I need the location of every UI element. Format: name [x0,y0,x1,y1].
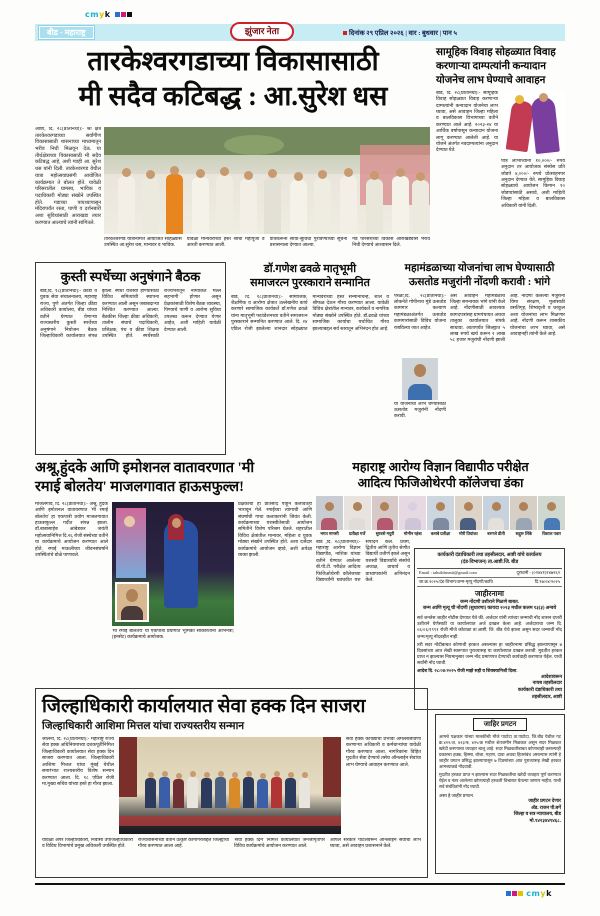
ramai-article [35,459,312,684]
kusti-body: बीड,दि. १८(प्रतिनिधी):- क्रीडा व युवक सेवा संचालनालय, महाराष्ट्र राज्य, पुणे अंतर्गत जिल्हा क्रीडा अधिकारी कार्यालय, बीड यांच्या वतीने घेण्यात येणाऱ्या राज्यस्तरीय कुस्ती स्पर्धेच्या अनुषंगाने नियोजन बैठक जिल्हाधिकारी कार्यालयात संपन्न झाली. स्पर्धा यशस्वी होण्यासाठी विविध समित्यांची स्थापना करण्यात आली असून जबाबदाऱ्या निश्चित करण्यात आल्या. बैठकीस जिल्हा क्रीडा अधिकारी, तालीम संघाचे पदाधिकारी, प्रशिक्षक, पंच व क्रीडा शिक्षक उपस्थित होते. स्पर्धेसाठी राज्यभरातून नामांकित मल्ल सहभागी होणार असून प्रेक्षकांसाठी विशेष बैठक व्यवस्था, पिण्याचे पाणी व आरोग्य सुविधा उपलब्ध करून देण्यात येणार आहेत, अशी माहिती यावेळी देण्यात आली. [40,289,221,339]
tree-backdrop [224,135,284,155]
kusti-headline: कुस्ती स्पर्धेच्या अनुषंगाने बैठक [60,269,201,284]
ganesh-article [231,262,389,455]
jahirnama-act-line: जन्म आणि मृत्यू ची नोंदणी (सुधारणा) कायदा २०२३ मधील कलम १३(३) अन्वये [422,606,557,612]
students-names-row: भगत मानसी प्रतीक्षा गर्जे सुरवसे मयुरी मोमीन रहंबा कसबे प्रतीक्षा मोरी प्रियांका बरगजे प्रीती सद्गुरू लिंके विशाल पवार [320,530,562,536]
banner-face [124,516,135,527]
ramai-body-right: प्रेक्षकांचा हा प्रतिसाद पाहून कलावंतही भारावून गेले. रमाईंच्या त्यागाची आणि संघर्षाची गाथा कलाकारांनी जिवंत केली. कार्यक्रमाच्या यशस्वीतेसाठी आयोजन समितीने विशेष परिश्रम घेतले. शहरातील विविध क्षेत्रांतील मान्यवर, महिला व युवक मोठ्या संख्येने उपस्थित होते. अशा दर्जेदार कार्यक्रमांचे आयोजन व्हावे, अशी अपेक्षा व्यक्त झाली. [238,501,312,559]
mahamandal-body-rest: असे आवाहन महामंडळाचे जिल्हा समन्वयक भांगे यांनी केले आहे. नोंदणीसाठी आवश्यक कागदपत्रांसह ग्रामपंचायत अथवा तालुका कार्यालयात संपर्क साधावा. आतापर्यंत जिल्ह्यात ५ लाख रुपये खर्च करून २ लाख ५८ हजार मजुरांची नोंदणी झाली आहे. नोंदणी केलेल्या मजुरांना विमा संरक्षण, मुलांसाठी वसतिगृह, शिष्यवृत्ती व घरकुल अशा योजनांचा लाभ मिळणार आहे. नोंदणी करून शासकीय योजनांचा लाभ घ्यावा, असे आवाहनही त्यांनी केले आहे. [450,293,565,344]
wedding-article [436,46,565,239]
lead-body: आष्टी, दि. २८(प्रतिनिधी):- श्री क्षेत्र तारकेश्वरगडाच्या सर्वांगीण विकासासाठी शासनाच्या माध्यमातून भरीव निधी मिळवून देऊ. या तीर्थक्षेत्राच्या विकासासाठी मी सदैव कटिबद्ध आहे, अशी ग्वाही आ. सुरेश धस यांनी दिली. तारकेश्वरगड येथील यात्रा महोत्सवाप्रसंगी आयोजित कार्यक्रमात ते बोलत होते. यावेळी परिसरातील ग्रामस्थ, भाविक व पदाधिकारी मोठ्या संख्येने उपस्थित होते. गडाच्या पायथ्यापासून मंदिरापर्यंत रस्ता, पाणी व दर्शनबारी अशा सुविधांसाठी आराखडा तयार करण्यात आल्याचे त्यांनी सांगितले. [35,127,101,226]
collector-subhead: जिल्हाधिकारी आशिमा मित्तल यांचा राज्यस्तरीय सन्मान [42,721,245,732]
notice-office-line1: कार्यकारी दंडाधिकारी तथा तहसीलदार, आष्टी यांचे कार्यालय [437,553,542,558]
cmyk-press-mark-bottom: cmyk [505,889,552,898]
color-square-icon [127,12,132,17]
ramai-photo [112,502,234,626]
mahamandal-body-a: परळी,दि. २८(प्रतिनिधी):- लोकनेते गोपीनाथ मुंडे ऊसतोड कामगार कल्याण महामंडळाअंतर्गत ऊसतोड कामगारांसाठी विविध योजना राबविल्या जात आहेत. [394,293,446,331]
student-photo [427,496,454,530]
chair-row [119,816,341,826]
student-photo [344,496,371,530]
lead-caption-row [104,237,430,260]
aditya-body: बीड ,दि. २८(प्रतिनिधी):- महाराष्ट्र आरोग्य विज्ञान विद्यापीठ, नाशिक यांच्या वतीने घेण्यात आलेल्या बी.पी.टी. परीक्षेत आदित्य फिजिओथेरपी कॉलेजच्या विद्यार्थ्यांनी घवघवीत यश संपादन केले. प्रथम, द्वितीय आणि तृतीय श्रेणीत विद्यार्थी उत्तीर्ण झाले असून यशस्वी विद्यार्थ्यांचे संस्थेचे अध्यक्ष, प्राचार्य व प्राध्यापकांनी अभिनंदन केले. [316,539,410,584]
caption-col: यावेळी मान्यवरांच्या हस्ते श्रींची महापूजा व आरती करण्यात आली. [186,237,265,249]
red-square-icon [343,31,347,35]
lead-headline: तारकेश्वरगडाच्या विकासासाठी मी सदैव कटिबद्ध : आ.सुरेश धस [78,46,388,111]
caption-col: यात्रेकरूंना सोयी-सुविधा पुरविण्याच्या सूचना प्रशासनाला देण्यात आल्या. [269,237,348,249]
collector-body-left: जालना, दि. २८(प्रतिनिधी):- महाराष्ट्र राज्य सेवा हक्क अधिनियमाच्या दशकपूर्तीनिमित्त जिल्हाधिकारी कार्यालयात सेवा हक्क दिन साजरा करण्यात आला. जिल्हाधिकारी आशिमा मित्तल यांचा मुंबई येथील समारंभात राज्यस्तरीय विशेष सन्मान करण्यात आला. दि. १८ एप्रिल रोजी मा.मुख्य सचिव यांच्या हस्ते हा गौरव झाला. [42,737,114,787]
ganesh-headline: डॉ.गणेश ढवळे मातृभूमी समाजरत्न पुरस्काराने सन्मानित [250,263,370,290]
paper-name: झुंजार नेता [230,22,294,41]
pragatan-body1: आमचे पक्षकार यांच्या मालकीची मौजे पाटोदा ता.पाटोदा, जि.बीड येथील गट क्र.४२२/अ, ४२३/ब, ४२५/क मधील शेतजमीन मिळकत असून सदर मिळकत खरेदी करण्याचा व्यवहार चालू आहे. सदर मिळकतीबाबत कोणाचाही कसल्याही प्रकारचा हक्क, हिस्सा, बोजा, गहाण, दावा अथवा हितसंबंध असल्यास त्यांनी हे जाहीर प्रगटन प्रसिद्ध झाल्यापासून ७ दिवसांच्या आत पुराव्यासह लेखी हरकत आमच्याकडे नोंदवावी. [439,734,561,770]
pragatan-notice [435,714,565,874]
issue-info: दिनांक २९ एप्रिल २०२६ | वार : बुधवार | पान ५ [343,28,457,37]
collector-article [35,688,428,878]
jahirnama-order-line: आदेश दि. २८/०४/२०२५ रोजी माझे सही व शिक्क्यानिशी दिला. [417,668,518,674]
caption-col: गड परिसराच्या विकास आराखड्यास भरीव निधी देण्याचे आश्वासन दिले. [352,237,430,249]
wedding-body-col1: बीड, दि. २८(प्रतिनिधी):- सामूहिक विवाह सोहळ्यात विवाह करणाऱ्या दाम्पत्यांनी कन्यादान योजनेचा लाभ घ्यावा, असे आवाहन जिल्हा महिला व बालविकास विभागाच्या वतीने करण्यात आले आहे. २०२३-२४ या आर्थिक वर्षापासून कन्यादान योजना लागू करण्यात आलेली आहे. या योजने अंतर्गत नवदाम्पत्यांना अनुदान देण्यात येते. [436,90,498,154]
aditya-headline: महाराष्ट्र आरोग्य विज्ञान विद्यापीठ परीक्षेत आदित्य फिजिओथेरपी कॉलेजचा डंका [352,460,529,491]
notice-email: Email : tahsildarasti@gmail.com [419,570,477,575]
edition-label: बीड - महाराष्ट्र [39,26,94,39]
bride-figure [530,96,560,154]
inset-portrait [115,582,149,622]
wedding-illustration [501,91,565,157]
color-square-icon [115,12,120,17]
notice-phone: दूरध्वनी - (०२४४१)२४७२६२ [516,570,560,575]
mahamandal-headline: महामंडळाच्या योजनांचा लाभ घेण्यासाठी ऊसतोड मजुरांनी नोंदणी करावी : भांगे [404,263,555,288]
masthead-bar [35,24,565,41]
bride-head [539,93,548,102]
bhange-portrait [402,358,438,400]
students-photo-strip [316,496,565,530]
wedding-body-col2: पात्र लाभार्थ्यांना १०,०००/- रुपये अनुदान तर आयोजक संस्थेस प्रति जोडपे ४,०००/- रुपये प्रोत्साहनपर अनुदान देण्यात येते. सामूहिक विवाह सोहळ्याचे आयोजन किमान १० जोडप्यांसाठी असावे, अशी माहिती जिल्हा महिला व बालविकास अधिकारी यांनी दिली. [501,158,565,209]
ramai-caption: 'मी रमाई बोलतेय' या एकपात्री प्रयोगात भूमिका साकारताना अभिनेत्री; (इनसेट) कार्यक्रमाचे आयोजक. [112,628,234,640]
collector-headline: जिल्हाधिकारी कार्यालयात सेवा हक्क दिन साजरा [42,696,366,717]
color-square-icon [518,891,523,896]
cmyk-press-mark-top: cmyk [85,10,132,19]
jahirnama-body2: तरी सदर नोंदीबाबत कोणाची हरकत असल्यास हा जाहीरनामा प्रसिद्ध झाल्यापासून ७ दिवसांच्या आत लेखी स्वरूपात पुराव्यासह या कार्यालयात दाखल करावी. मुदतीत हरकत प्राप्त न झाल्यास नियमानुसार जन्म नोंद प्रमाणपत्र देण्याची कार्यवाही करण्यात येईल, याची सर्वांनी नोंद घ्यावी. [417,641,562,666]
notice-office-line2: (दंड-विभाजन) ता.आष्टी.जि. बीड [460,559,519,565]
pragatan-signature: जाहीर प्रगटन देणार अ‍ॅड. राजन पी.बर्गे जिल्हा व सत्र न्यायालय, बीड मो.९४२३४४९४६८. [513,799,561,825]
color-square-icon [506,891,511,896]
collector-photo [119,737,341,834]
student-photo [483,496,510,530]
jahirnama-body1: सर्व जनतेस जाहीर नोटीस देण्यात येते की, अर्जदार यांनी त्यांच्या जन्माची नोंद शासन दप्तरी उशीराने घेणेसाठी या कार्यालयात अर्ज दाखल केला आहे. अर्जदाराचा जन्म दि. ०६/०६/१९९१ रोजी मौजे कोटाळा ता.आष्टी, जि. बीड येथे झाला असून सदर जन्माची नोंद जन्म/मृत्यू नोंदवहीत नाही. [417,614,562,639]
curtain-right [323,737,341,797]
collector-bottom-row: यावेळी अपर जिल्हाधिकारी, निवासी उपजिल्हाधिकारी व विविध विभागांचे प्रमुख अधिकारी उपस्थित होते. राज्यशासनाच्या वतीने उत्कृष्ट कामगिरीबद्दल जिल्ह्याचा गौरव करण्यात आला आहे. 'सेवा हक्क दिन' निमित्त कार्यालयात जनजागृतीपर विविध कार्यक्रमांचे आयोजन करण्यात आले. आपले सरकार पोर्टलवरून ऑनलाईन सेवांचा लाभ घ्यावा, असे आवाहन प्रशासनाने केले. [42,838,421,850]
student-photo [372,496,399,530]
notice-ref-no: जा.क्र.२०२५/दंड-विभाग/जन्म-मृत्यू नोंदणी/कावि [419,578,493,584]
mahamandal-body-b: या योजनांचा लाभ घेण्यासाठी ऊसतोड मजुरांनी नोंदणी करावी. [394,401,446,420]
mahamandal-article [394,262,565,455]
student-photo [316,496,343,530]
turban-icon [515,95,524,104]
curtain-left [119,737,137,797]
bottom-rule [35,883,565,885]
pragatan-title: जाहिर प्रगटन [473,718,528,731]
student-photo [455,496,482,530]
collector-body-right: सेवा हक्क कायद्याची प्रभावी अंमलबजावणी करणाऱ्या अधिकारी व कर्मचाऱ्यांचा यावेळी गौरव करण्यात आला. नागरिकांना विहित मुदतीत सेवा देण्याचे तसेच ऑनलाईन सेवांचा लाभ घेण्याचे आवाहन करण्यात आले. [346,737,421,768]
kusti-article [35,262,226,455]
student-photo [538,496,565,530]
jahirnama-subject: जन्म नोंदणी उशीराने मिळणे बाबत. [460,600,519,605]
student-photo [399,496,426,530]
caption-col: तारकेश्वरगड यात्रेनिमित्त आयोजित सोहळ्यास उपस्थित आ.सुरेश धस, मान्यवर व भाविक. [104,237,182,249]
groom-figure [506,99,535,152]
lead-photo [104,127,430,234]
ganesh-body: बीड, दि. १८(प्रतिनिधी):- सामाजिक, शैक्षणिक व आरोग्य क्षेत्रात उल्लेखनीय कार्य करणारे सामाजिक कार्यकर्ते डॉ.गणेश ढवळे यांना मातृभूमी फाउंडेशनच्या वतीने समाजरत्न पुरस्काराने सन्मानित करण्यात आले. दि. २४ एप्रिल रोजी झालेल्या शानदार सोहळ्यात मान्यवरांच्या हस्ते सन्मानचिन्ह, शाल व श्रीफळ देऊन गौरव करण्यात आला. यावेळी विविध क्षेत्रांतील मान्यवर, कार्यकर्ते व नागरिक मोठ्या संख्येने उपस्थित होते. डॉ.ढवळे यांच्या सामाजिक कार्याचा यथोचित गौरव झाल्याबद्दल सर्व स्तरातून अभिनंदन होत आहे. [231,294,389,332]
wedding-headline: सामूहिक विवाह सोहळ्यात विवाह करणाऱ्या दाम्पत्यांनी कन्यादान योजनेच लाभ घेण्याचे आवाहन [436,47,556,86]
jahirnama-title: जाहीरनामा [474,588,505,598]
student-photo [510,496,537,530]
jahirnama-signature: आदेशावरून नायब तहसीलदार कार्यकारी दंडाधिकारी तथा तहसीलदार, आष्टी [518,674,562,700]
color-square-icon [512,891,517,896]
pragatan-closing: असा हे जाहीर प्रगटन. [439,792,475,798]
pragatan-body2: मुदतीत हरकत प्राप्त न झाल्यास सदर मिळकतीचा खरेदी व्यवहार पूर्ण करण्यात येईल व नंतर आलेल्या कोणत्याही हरकती विचारात घेतल्या जाणार नाहीत, याची सर्व संबंधितांनी नोंद घ्यावी. [439,772,561,789]
color-square-icon [121,12,126,17]
notice-ref-date: दि.१७/०४/२०२५ [534,578,560,584]
actress-face [172,518,181,528]
jahirnama-notice [414,548,565,710]
ramai-headline: अश्रू,हुंदके आणि इमोशनल वातावरणात 'मी रमाई बोलतेय' माजलगावात हाऊसफुल्ल! [35,460,255,495]
ramai-body-left: माजलगाव, दि. २८(प्रतिनिधी):- अश्रू, हुंदके आणि इमोशनल वातावरणात 'मी रमाई बोलतेय' हा एकपात्री प्रयोग माजलगावात हाऊसफुल्ल गर्दीत संपन्न झाला. डॉ.बाबासाहेब आंबेडकर जयंती महोत्सवानिमित्त दि.२६ रोजी संस्थेच्या वतीने या कार्यक्रमाचे आयोजन करण्यात आले होते. रमाई माऊलीच्या जीवनसंघर्षाने उपस्थितांचे डोळे पाणावले. [35,501,108,559]
